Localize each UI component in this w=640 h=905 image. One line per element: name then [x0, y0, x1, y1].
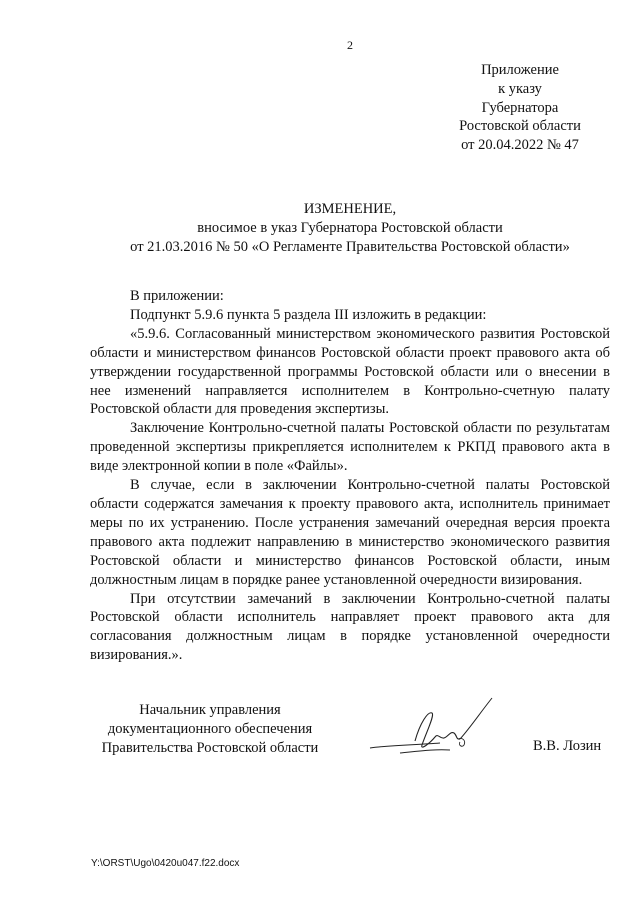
page-number: 2: [347, 38, 353, 52]
appendix-line: Губернатора: [481, 99, 559, 116]
file-path: Y:\ORST\Ugo\0420u047.f22.docx: [91, 858, 240, 869]
appendix-line: Приложение: [481, 62, 559, 78]
body-subpoint: Подпункт 5.9.6 пункта 5 раздела III изложить в редакции:: [130, 306, 487, 323]
document-title: [60, 200, 640, 256]
signatory-line: документационного обеспечения: [107, 720, 313, 737]
signatory-line: Начальник управления: [139, 702, 281, 718]
appendix-line: от 20.04.2022 № 47: [461, 137, 579, 154]
body-paragraph: Заключение Контрольно-счетной палаты Ростовской области по результатам проведенной экспертизы прикрепляется исполнителем к РКПД правового акта в виде электронной копии в поле «Файлы».: [90, 420, 610, 475]
signatory-line: Правительства Ростовской области: [101, 739, 319, 756]
appendix-line: к указу: [498, 80, 542, 97]
body-paragraph: «5.9.6. Согласованный министерством экономического развития Ростовской области и министерством финансов Ростовской области проект правового акта об утверждении государственной программы Ростовской области или о внесении в нее изменений направляется исполнителем в Контрольно-счетную палату Ростовской области для проведения экспертизы.: [90, 325, 610, 418]
document-body: [90, 287, 610, 665]
title-line: вносимое в указ Губернатора Ростовской области: [197, 219, 503, 236]
title-heading: ИЗМЕНЕНИЕ,: [303, 201, 397, 217]
signer-name: В.В. Лозин: [533, 738, 602, 754]
signatory-title: [90, 701, 330, 757]
appendix-header: [450, 61, 590, 155]
appendix-line: Ростовской области: [459, 118, 581, 135]
body-intro: В приложении:: [130, 288, 224, 304]
handwritten-signature: [360, 693, 500, 763]
body-paragraph: В случае, если в заключении Контрольно-счетной палаты Ростовской области содержатся замечания к проекту правового акта, исполнитель принимает меры по их устранению. После устранения замечаний очередная версия проекта правового акта подлежит направлению в министерство экономического развития Ростовской области и министерство финансов Ростовской области, иным должностным лицам в порядке ранее установленной очередности визирования.: [90, 477, 610, 588]
title-line: от 21.03.2016 № 50 «О Регламенте Правительства Ростовской области»: [130, 238, 570, 255]
body-paragraph: При отсутствии замечаний в заключении Контрольно-счетной палаты Ростовской области исполнитель направляет проект правового акта для согласования должностным лицам в порядке установленной очередности визирования.».: [90, 590, 610, 664]
